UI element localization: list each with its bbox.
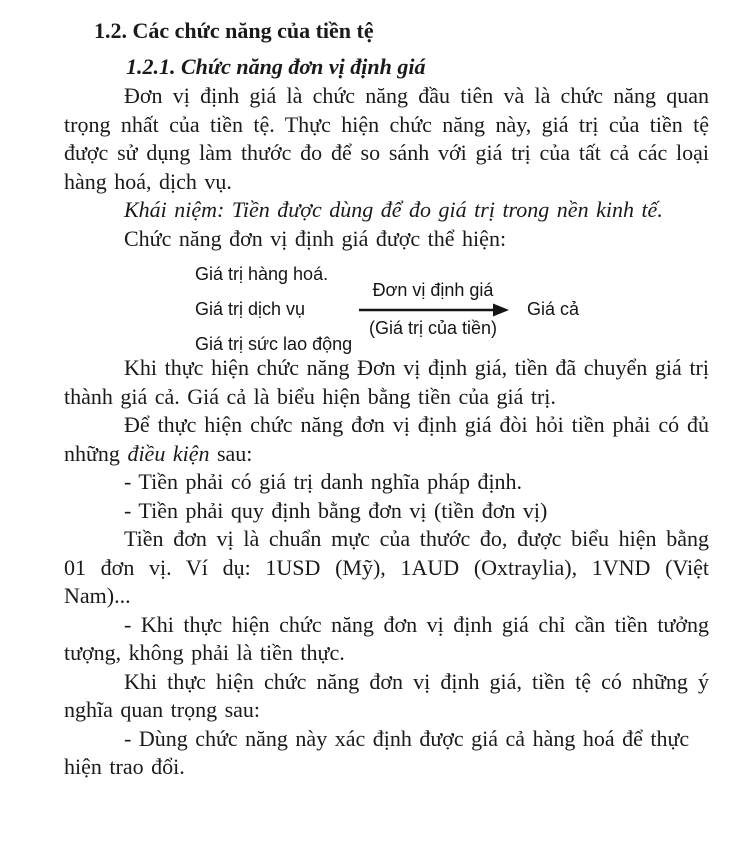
section-heading: 1.2. Các chức năng của tiền tệ bbox=[94, 18, 374, 43]
partial-cutoff-line: hiện trao đổi. bbox=[64, 754, 185, 779]
diagram-input-labor: Giá trị sức lao động bbox=[195, 334, 353, 354]
diagram-output-label: Giá cả bbox=[527, 299, 580, 319]
diagram-arrow-bottom-label: (Giá trị của tiền) bbox=[368, 318, 498, 338]
subsection-heading: 1.2.1. Chức năng đơn vị định giá bbox=[126, 54, 426, 79]
diagram-input-services: Giá trị dịch vụ bbox=[195, 299, 306, 319]
paragraph-conditions bbox=[64, 411, 709, 468]
paragraph-intro: Đơn vị định giá là chức năng đầu tiên và là chức năng quan trọng nhất của tiền tệ. Thực hiện chức năng này, giá trị của tiền tệ được sử dụng làm thước đo để so sánh với giá trị của tất cả các loại hàng hoá, dịch vụ. bbox=[64, 83, 709, 194]
conditions-emphasis: điều kiện bbox=[127, 440, 210, 466]
paragraph-concept: Khái niệm: Tiền được dùng để đo giá trị trong nền kinh tế. bbox=[124, 197, 663, 222]
diagram-input-goods: Giá trị hàng hoá. bbox=[195, 264, 329, 284]
diagram-arrow-top-label: Đơn vị định giá bbox=[372, 280, 494, 300]
arrow-right-icon bbox=[357, 301, 509, 317]
unit-of-account-diagram bbox=[195, 264, 709, 354]
conditions-text-start: Để thực hiện chức năng đơn vị định giá đòi hỏi tiền phải có đủ những bbox=[64, 412, 709, 466]
bullet-money-unit: - Tiền phải quy định bằng đơn vị (tiền đơn vị) bbox=[124, 497, 548, 523]
conditions-text-end: sau: bbox=[209, 440, 253, 466]
diagram-arrow-group bbox=[357, 280, 509, 338]
bullet-imaginary-money: - Khi thực hiện chức năng đơn vị định giá chỉ cần tiền tưởng tượng, không phải là tiền thực. bbox=[64, 611, 709, 665]
paragraph-conversion: Khi thực hiện chức năng Đơn vị định giá, tiền đã chuyển giá trị thành giá cả. Giá cả là biểu hiện bằng tiền của giá trị. bbox=[64, 355, 709, 409]
paragraph-lead-in: Chức năng đơn vị định giá được thể hiện: bbox=[124, 225, 507, 251]
bullet-determine-price: - Dùng chức năng này xác định được giá cả hàng hoá để thực bbox=[124, 725, 690, 751]
bullet-legal-value: - Tiền phải có giá trị danh nghĩa pháp định. bbox=[124, 469, 523, 494]
diagram-input-list bbox=[195, 264, 357, 354]
paragraph-unit-standard: Tiền đơn vị là chuẩn mực của thước đo, được biểu hiện bằng 01 đơn vị. Ví dụ: 1USD (Mỹ), 1AUD (Oxtraylia), 1VND (Việt Nam)... bbox=[64, 526, 709, 608]
paragraph-significance: Khi thực hiện chức năng đơn vị định giá, tiền tệ có những ý nghĩa quan trọng sau: bbox=[64, 668, 709, 722]
